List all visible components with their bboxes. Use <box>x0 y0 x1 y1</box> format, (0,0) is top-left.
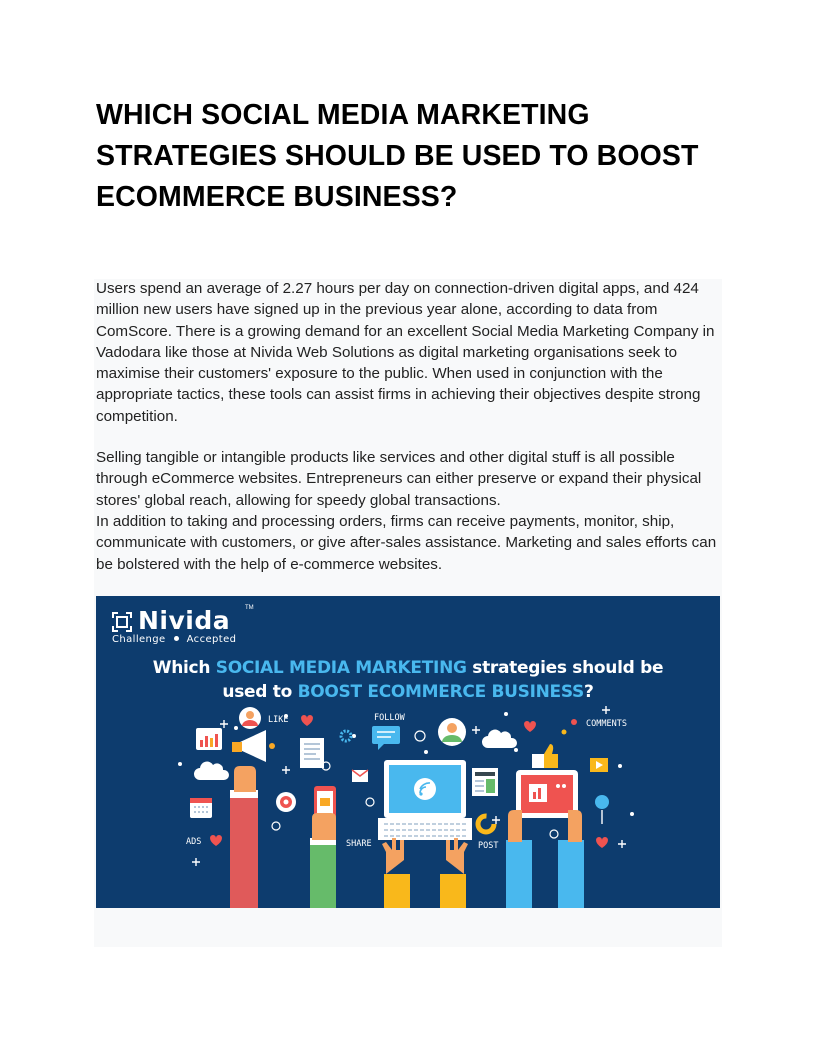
gear-icon <box>341 731 351 741</box>
social-media-illustration <box>96 706 720 908</box>
cloud-icon <box>194 762 229 780</box>
user-avatar-icon <box>438 718 466 746</box>
paragraph-operations: In addition to taking and processing orders, firms can receive payments, monitor, ship, communicate with customers, or give after-sales assistance. Marketing and sales efforts can be bolstered with the help of e-commerce websites. <box>96 513 717 573</box>
notification-dot <box>571 719 577 725</box>
heart-icon <box>596 837 608 848</box>
document-icon <box>300 738 324 768</box>
arm-sleeve <box>440 874 466 908</box>
document-title: WHICH SOCIAL MEDIA MARKETING STRATEGIES SHOULD BE USED TO BOOST ECOMMERCE BUSINESS? <box>96 99 699 213</box>
calendar-icon <box>190 798 212 818</box>
headline-text: strategies should be <box>466 658 664 678</box>
megaphone-icon <box>232 730 275 762</box>
location-pin-icon <box>595 795 609 824</box>
article-banner-image <box>96 596 720 908</box>
label-like: LIKE <box>268 715 289 725</box>
paragraph-intro: Users spend an average of 2.27 hours per day on connection-driven digital apps, and 424 million new users have signed up in the previous year alone, according to data from ComScore. There is a growing demand for an excellent Social Media Marketing Company in Vadodara like those at Nivida Web Solutions as digital marketing organisations seek to maximise their customers' exposure to the public. When used in conjunction with the appropriate tactics, these tools can assist firms in achieving their objectives despite strong competition. <box>96 280 715 425</box>
nivida-logo-icon <box>112 612 132 632</box>
logo-tagline <box>112 634 236 645</box>
headline-highlight: BOOST ECOMMERCE BUSINESS <box>297 682 584 702</box>
headline-highlight: SOCIAL MEDIA MARKETING <box>215 658 467 678</box>
label-ads: ADS <box>186 837 202 847</box>
analytics-card-icon <box>196 728 222 750</box>
hand-icon <box>234 766 256 792</box>
laptop-icon <box>378 760 472 840</box>
arm-sleeve <box>310 842 336 908</box>
headline-text: Which <box>152 658 216 678</box>
label-follow: FOLLOW <box>374 713 405 723</box>
arm-sleeve <box>230 794 258 908</box>
hand-icon <box>446 838 468 874</box>
mail-icon <box>352 770 368 782</box>
label-comments: COMMENTS <box>586 719 627 729</box>
banner-headline-line2 <box>96 682 720 702</box>
target-icon <box>276 792 296 812</box>
tagline-dot <box>174 636 179 641</box>
headline-text: ? <box>584 682 594 702</box>
hand-icon <box>382 838 404 874</box>
hand-icon <box>568 810 582 842</box>
logo-wordmark: Nivida <box>138 606 231 635</box>
banner-headline-line1 <box>96 658 720 678</box>
news-card-icon <box>472 768 498 796</box>
video-player-icon <box>590 758 608 772</box>
heart-icon <box>210 835 222 846</box>
heart-icon <box>524 721 536 732</box>
chat-bubble-icon <box>372 726 400 750</box>
notification-dot <box>562 730 567 735</box>
arm-sleeve <box>384 874 410 908</box>
hand-icon <box>508 810 522 842</box>
arm-sleeve <box>558 840 584 908</box>
cloud-icon <box>482 730 517 748</box>
logo-trademark: TM <box>245 605 254 611</box>
label-share: SHARE <box>346 839 372 849</box>
arm-sleeve <box>506 840 532 908</box>
thumbs-up-icon <box>532 744 558 768</box>
tagline-challenge: Challenge <box>112 634 166 645</box>
tagline-accepted: Accepted <box>186 634 237 645</box>
donut-chart-icon <box>478 816 494 832</box>
headline-text: used to <box>222 682 298 702</box>
paragraph-ecommerce: Selling tangible or intangible products like services and other digital stuff is all possible through eCommerce websites. Entrepreneurs can either preserve or expand their physical stores' global reach, allowing for speedy global transactions. <box>96 449 702 509</box>
label-post: POST <box>478 841 499 851</box>
user-avatar-icon <box>239 707 261 729</box>
hand-icon <box>312 813 336 840</box>
heart-icon <box>301 715 313 726</box>
